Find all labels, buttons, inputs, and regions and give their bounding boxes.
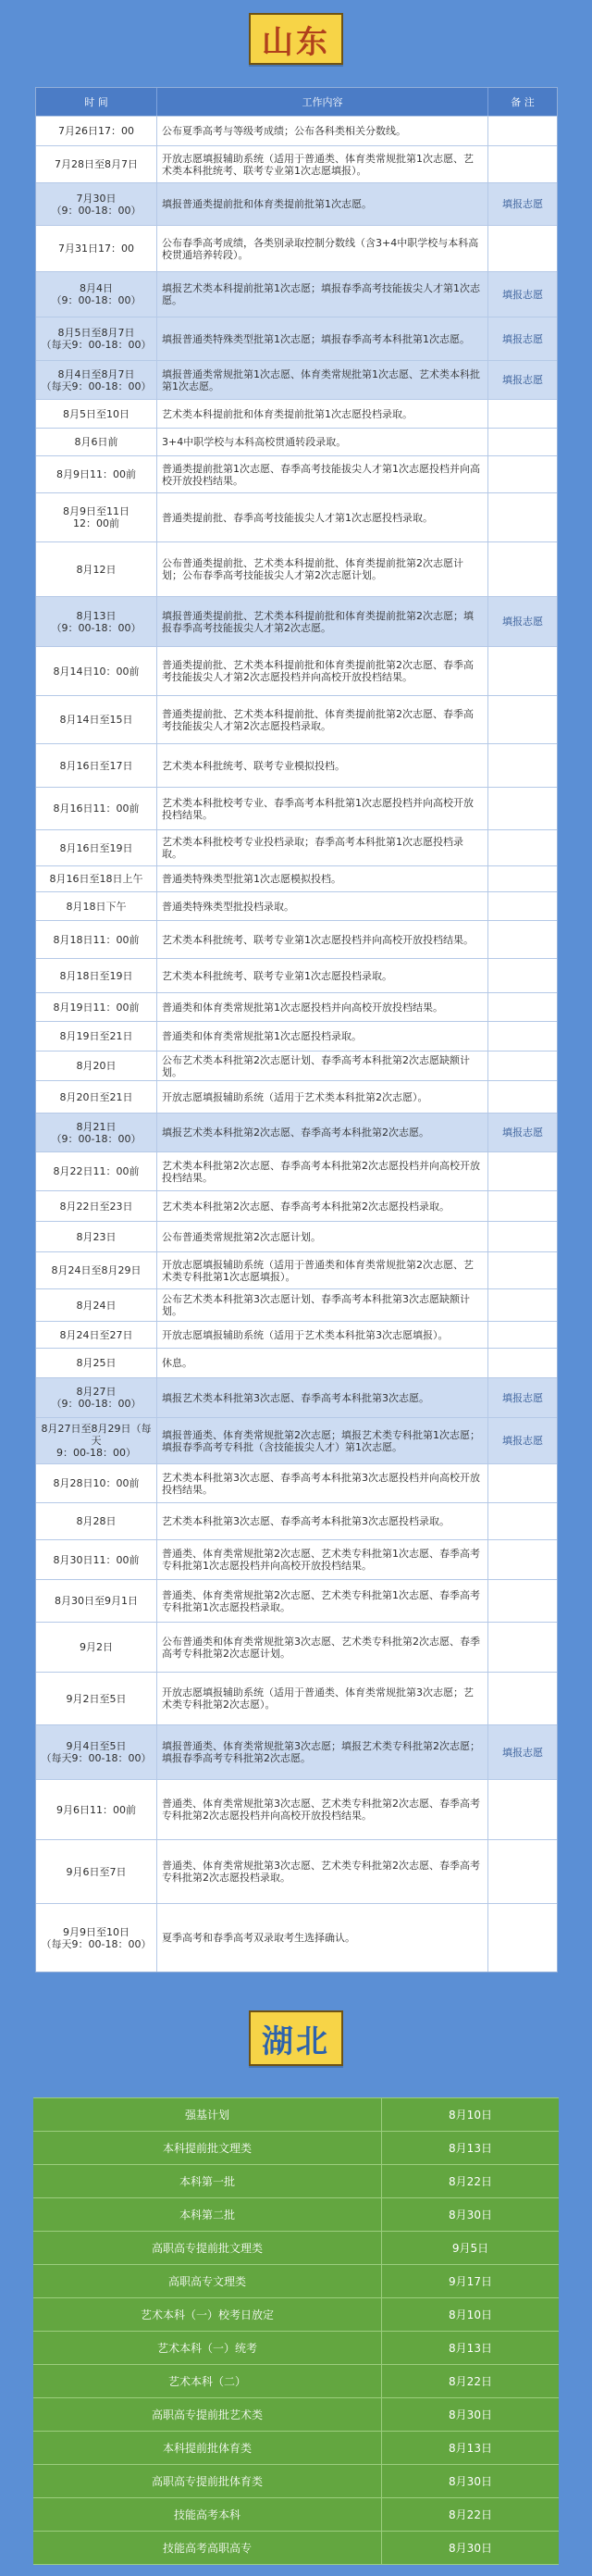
schedule-content-cell: 开放志愿填报辅助系统（适用于艺术类本科批第2次志愿）。 [156,1081,487,1113]
schedule-content-cell: 填报普通类特殊类型批第1次志愿；填报春季高考本科批第1次志愿。 [156,317,487,360]
schedule-content-cell: 填报普通类、体育类常规批第2次志愿；填报艺术类专科批第1次志愿；填报春季高考专科批（含技能拔尖人才）第1次志愿。 [156,1418,487,1463]
schedule-time-cell: 8月9日11：00前 [56,468,136,480]
hubei-batch-cell: 艺术本科（二） [167,2375,246,2388]
schedule-time-cell: 8月12日 [76,563,117,576]
schedule-row [36,360,557,399]
schedule-note-cell [487,1673,557,1724]
schedule-time-cell: 8月23日 [76,1230,117,1243]
schedule-note-cell [487,1252,557,1288]
schedule-note-cell [487,493,557,541]
hubei-schedule-table [33,2097,559,2565]
schedule-note-cell [487,1540,557,1579]
schedule-time-cell: 8月4日至8月7日 （每天9：00-18：00） [41,367,152,392]
schedule-time-cell: 8月18日下午 [66,900,127,913]
table-header-row [36,88,557,116]
schedule-row [36,596,557,646]
schedule-note-cell [487,788,557,829]
schedule-note-cell: 填报志愿 [487,1725,557,1779]
schedule-time-cell: 8月6日前 [74,436,118,448]
schedule-time-cell: 8月16日至17日 [59,759,133,772]
schedule-content-cell: 普通类特殊类型批第1次志愿模拟投档。 [156,866,487,891]
schedule-time-cell: 9月4日至5日 （每天9：00-18：00） [41,1740,152,1764]
schedule-content-cell: 公布艺术类本科批第3次志愿计划、春季高考本科批第3次志愿缺额计划。 [156,1289,487,1321]
schedule-row [36,1502,557,1539]
schedule-row [36,1779,557,1839]
schedule-note-cell [487,400,557,428]
schedule-content-cell: 填报艺术类本科批第3次志愿、春季高考本科批第3次志愿。 [156,1378,487,1417]
schedule-row [36,1113,557,1151]
schedule-time-cell: 8月4日 （9：00-18：00） [51,282,142,306]
hubei-batch-cell: 本科提前批文理类 [162,2142,252,2155]
schedule-note-cell: 填报志愿 [487,1378,557,1417]
hubei-batch-cell: 高职高专提前批艺术类 [151,2408,263,2421]
schedule-content-cell: 填报艺术类本科提前批第1次志愿；填报春季高考技能拔尖人才第1次志愿。 [156,272,487,317]
schedule-note-cell: 填报志愿 [487,317,557,360]
schedule-note-cell [487,226,557,271]
header-note: 备 注 [487,88,557,116]
schedule-content-cell: 休息。 [156,1349,487,1377]
schedule-note-cell: 填报志愿 [487,361,557,399]
schedule-note-cell [487,456,557,492]
schedule-content-cell: 艺术类本科批第3次志愿、春季高考本科批第3次志愿投档录取。 [156,1503,487,1539]
schedule-time-cell: 8月24日 [76,1299,117,1312]
hubei-date-cell: 8月13日 [381,2432,559,2464]
schedule-row [36,829,557,865]
schedule-content-cell: 普通类、体育类常规批第2次志愿、艺术类专科批第1次志愿、春季高考专科批第1次志愿投档并向高校开放投档结果。 [156,1540,487,1579]
hubei-batch-cell: 技能高考本科 [173,2508,240,2521]
schedule-time-cell: 8月22日11：00前 [53,1165,140,1177]
schedule-time-cell: 8月20日至21日 [59,1090,133,1103]
schedule-time-cell: 7月28日至8月7日 [55,158,138,170]
schedule-content-cell: 普通类特殊类型批投档录取。 [156,892,487,920]
schedule-content-cell: 艺术类本科批校考专业、春季高考本科批第1次志愿投档并向高校开放投档结果。 [156,788,487,829]
schedule-note-cell [487,429,557,455]
shandong-section-title: 山东 [249,13,343,65]
schedule-content-cell: 艺术类本科批校考专业投档录取；春季高考本科批第1次志愿投档录取。 [156,830,487,865]
schedule-row [36,695,557,743]
schedule-row [36,1190,557,1221]
schedule-row [36,1724,557,1779]
schedule-time-cell: 8月19日11：00前 [53,1001,140,1014]
schedule-note-cell [487,146,557,182]
hubei-date-cell: 8月30日 [381,2198,559,2231]
schedule-time-cell: 9月6日11：00前 [56,1803,136,1816]
schedule-time-cell: 9月2日至5日 [66,1692,127,1705]
schedule-note-cell: 填报志愿 [487,1114,557,1151]
hubei-row [33,2465,559,2498]
schedule-row [36,271,557,317]
schedule-time-cell: 8月24日至8月29日 [51,1264,142,1276]
schedule-note-cell [487,647,557,695]
schedule-time-cell: 8月28日 [76,1515,117,1527]
schedule-note-cell [487,1349,557,1377]
schedule-row [36,1903,557,1972]
schedule-time-cell: 8月18日至19日 [59,969,133,982]
schedule-row [36,1539,557,1579]
schedule-content-cell: 艺术类本科提前批和体育类提前批第1次志愿投档录取。 [156,400,487,428]
hubei-date-cell: 8月30日 [381,2532,559,2564]
schedule-note-cell [487,921,557,958]
hubei-date-cell: 8月30日 [381,2465,559,2497]
schedule-note-cell [487,1222,557,1251]
schedule-note-cell [487,696,557,743]
schedule-time-cell: 8月28日10：00前 [53,1477,140,1489]
schedule-row [36,1417,557,1463]
schedule-content-cell: 艺术类本科批统考、联考专业模拟投档。 [156,744,487,787]
schedule-note-cell [487,1503,557,1539]
schedule-note-cell [487,1152,557,1190]
schedule-content-cell: 公布普通类和体育类常规批第3次志愿、艺术类专科批第2次志愿、春季高考专科批第2次志愿计划。 [156,1623,487,1672]
schedule-time-cell: 7月31日17：00 [58,243,134,255]
hubei-row [33,2498,559,2532]
schedule-row [36,1463,557,1502]
schedule-row [36,1151,557,1190]
schedule-time-cell: 9月9日至10日 （每天9：00-18：00） [41,1925,152,1950]
schedule-row [36,1221,557,1251]
schedule-row [36,1579,557,1622]
hubei-row [33,2165,559,2198]
schedule-content-cell: 艺术类本科批第2次志愿、春季高考本科批第2次志愿投档并向高校开放投档结果。 [156,1152,487,1190]
schedule-time-cell: 8月25日 [76,1357,117,1369]
hubei-batch-cell: 本科第一批 [179,2175,235,2188]
schedule-row [36,958,557,992]
schedule-content-cell: 填报普通类、体育类常规批第3次志愿；填报艺术类专科批第2次志愿；填报春季高考专科批第2次志愿。 [156,1725,487,1779]
schedule-note-cell [487,1081,557,1113]
schedule-note-cell [487,117,557,145]
schedule-row [36,1321,557,1348]
shandong-schedule-table [35,87,558,1972]
schedule-content-cell: 开放志愿填报辅助系统（适用于普通类、体育类常规批第1次志愿、艺术类本科批统考、联考专业第1次志愿填报）。 [156,146,487,182]
schedule-time-cell: 8月27日 （9：00-18：00） [51,1386,142,1410]
hubei-date-cell: 8月13日 [381,2132,559,2164]
hubei-batch-cell: 艺术本科（一）统考 [156,2342,257,2355]
hubei-date-cell: 9月5日 [381,2232,559,2264]
schedule-row [36,428,557,455]
schedule-content-cell: 夏季高考和春季高考双录取考生选择确认。 [156,1904,487,1972]
hubei-batch-cell: 技能高考高职高专 [162,2542,252,2555]
schedule-note-cell: 填报志愿 [487,597,557,646]
schedule-content-cell: 填报普通类常规批第1次志愿、体育类常规批第1次志愿、艺术类本科批第1次志愿。 [156,361,487,399]
hubei-date-cell: 8月22日 [381,2365,559,2397]
schedule-row [36,116,557,145]
schedule-content-cell: 填报普通类提前批和体育类提前批第1次志愿。 [156,183,487,225]
schedule-time-cell: 8月5日至8月7日 （每天9：00-18：00） [41,327,152,351]
hubei-row [33,2132,559,2165]
schedule-row [36,865,557,891]
schedule-content-cell: 公布夏季高考与等级考成绩；公布各科类相关分数线。 [156,117,487,145]
schedule-content-cell: 开放志愿填报辅助系统（适用于普通类、体育类常规批第3次志愿；艺术类专科批第2次志愿）。 [156,1673,487,1724]
schedule-note-cell [487,744,557,787]
schedule-time-cell: 8月18日11：00前 [53,933,140,946]
schedule-row [36,920,557,958]
schedule-note-cell [487,1464,557,1502]
hubei-date-cell: 9月17日 [381,2265,559,2297]
schedule-content-cell: 填报普通类提前批、艺术类本科提前批和体育类提前批第2次志愿；填报春季高考技能拔尖人才第2次志愿。 [156,597,487,646]
schedule-row [36,1080,557,1113]
schedule-note-cell [487,1322,557,1348]
schedule-content-cell: 普通类、体育类常规批第3次志愿、艺术类专科批第2次志愿、春季高考专科批第2次志愿投档并向高校开放投档结果。 [156,1780,487,1839]
schedule-time-cell: 8月30日11：00前 [53,1553,140,1566]
schedule-row [36,646,557,695]
schedule-time-cell: 7月26日17：00 [58,125,134,137]
schedule-content-cell: 普通类提前批、艺术类本科提前批和体育类提前批第2次志愿、春季高考技能拔尖人才第2次志愿投档并向高校开放投档结果。 [156,647,487,695]
schedule-note-cell: 填报志愿 [487,183,557,225]
schedule-row [36,891,557,920]
schedule-note-cell: 填报志愿 [487,272,557,317]
hubei-row [33,2432,559,2465]
schedule-row [36,541,557,596]
schedule-note-cell [487,1022,557,1051]
shandong-table-body [36,116,557,1972]
schedule-note-cell [487,1840,557,1903]
schedule-row [36,1021,557,1051]
schedule-content-cell: 艺术类本科批第2次志愿、春季高考本科批第2次志愿投档录取。 [156,1191,487,1221]
schedule-row [36,787,557,829]
schedule-time-cell: 8月16日至18日上午 [49,873,143,885]
schedule-content-cell: 普通类提前批第1次志愿、春季高考技能拔尖人才第1次志愿投档并向高校开放投档结果。 [156,456,487,492]
schedule-note-cell: 填报志愿 [487,1418,557,1463]
schedule-row [36,1348,557,1377]
schedule-row [36,1288,557,1321]
schedule-time-cell: 8月14日至15日 [59,714,133,726]
hubei-row [33,2265,559,2298]
hubei-batch-cell: 本科第二批 [179,2209,235,2221]
hubei-row [33,2332,559,2365]
schedule-content-cell: 艺术类本科批统考、联考专业第1次志愿投档录取。 [156,959,487,992]
schedule-time-cell: 9月6日至7日 [66,1865,127,1878]
schedule-content-cell: 开放志愿填报辅助系统（适用于艺术类本科批第3次志愿填报）。 [156,1322,487,1348]
hubei-row [33,2232,559,2265]
schedule-row [36,992,557,1021]
schedule-time-cell: 8月30日至9月1日 [55,1595,138,1607]
schedule-time-cell: 8月24日至27日 [59,1328,133,1341]
schedule-row [36,182,557,225]
schedule-time-cell: 8月5日至10日 [63,407,130,420]
schedule-row [36,492,557,541]
hubei-batch-cell: 高职高专文理类 [167,2275,246,2288]
schedule-row [36,1622,557,1672]
hubei-batch-cell: 高职高专提前批体育类 [151,2475,263,2488]
schedule-row [36,1839,557,1903]
schedule-row [36,743,557,787]
schedule-content-cell: 普通类和体育类常规批第1次志愿投档并向高校开放投档结果。 [156,993,487,1021]
hubei-batch-cell: 高职高专提前批文理类 [151,2242,263,2255]
schedule-content-cell: 普通类、体育类常规批第3次志愿、艺术类专科批第2次志愿、春季高考专科批第2次志愿投档录取。 [156,1840,487,1903]
schedule-note-cell [487,1052,557,1080]
schedule-note-cell [487,542,557,596]
schedule-row [36,1251,557,1288]
hubei-section-title: 湖北 [249,2010,343,2066]
schedule-row [36,317,557,360]
schedule-time-cell: 7月30日 （9：00-18：00） [51,192,142,217]
schedule-row [36,225,557,271]
hubei-row [33,2398,559,2432]
schedule-row [36,399,557,428]
schedule-content-cell: 3+4中职学校与本科高校贯通转段录取。 [156,429,487,455]
hubei-date-cell: 8月22日 [381,2165,559,2197]
schedule-time-cell: 8月21日 （9：00-18：00） [51,1120,142,1145]
hubei-row [33,2098,559,2132]
header-time: 时 间 [84,96,108,108]
schedule-note-cell [487,1904,557,1972]
schedule-content-cell: 公布艺术类本科批第2次志愿计划、春季高考本科批第2次志愿缺额计划。 [156,1052,487,1080]
schedule-row [36,455,557,492]
schedule-content-cell: 普通类提前批、春季高考技能拔尖人才第1次志愿投档录取。 [156,493,487,541]
schedule-content-cell: 公布普通类提前批、艺术类本科提前批、体育类提前批第2次志愿计划；公布春季高考技能拔尖人才第2次志愿计划。 [156,542,487,596]
schedule-note-cell [487,1780,557,1839]
schedule-content-cell: 普通类和体育类常规批第1次志愿投档录取。 [156,1022,487,1051]
schedule-content-cell: 公布春季高考成绩，各类别录取控制分数线（含3+4中职学校与本科高校贯通培养转段）。 [156,226,487,271]
schedule-time-cell: 8月27日至8月29日（每天 9：00-18：00） [41,1423,152,1459]
schedule-content-cell: 艺术类本科批统考、联考专业第1次志愿投档并向高校开放投档结果。 [156,921,487,958]
schedule-time-cell: 8月9日至11日 12：00前 [63,505,130,529]
schedule-note-cell [487,1289,557,1321]
schedule-note-cell [487,1191,557,1221]
hubei-row [33,2365,559,2398]
hubei-date-cell: 8月10日 [381,2298,559,2331]
schedule-row [36,145,557,182]
hubei-date-cell: 8月10日 [381,2098,559,2131]
schedule-content-cell: 普通类、体育类常规批第2次志愿、艺术类专科批第1次志愿、春季高考专科批第1次志愿投档录取。 [156,1580,487,1622]
schedule-row [36,1377,557,1417]
schedule-content-cell: 公布普通类常规批第2次志愿计划。 [156,1222,487,1251]
schedule-row [36,1672,557,1724]
schedule-time-cell: 8月16日11：00前 [53,803,140,815]
header-content: 工作内容 [156,88,487,116]
hubei-date-cell: 8月13日 [381,2332,559,2364]
schedule-note-cell [487,1580,557,1622]
hubei-batch-cell: 强基计划 [184,2109,229,2122]
schedule-time-cell: 8月20日 [76,1060,117,1072]
schedule-time-cell: 8月14日10：00前 [53,665,140,678]
hubei-date-cell: 8月22日 [381,2498,559,2531]
schedule-content-cell: 开放志愿填报辅助系统（适用于普通类和体育类常规批第2次志愿、艺术类专科批第1次志愿填报）。 [156,1252,487,1288]
schedule-note-cell [487,959,557,992]
hubei-batch-cell: 本科提前批体育类 [162,2442,252,2455]
schedule-time-cell: 9月2日 [80,1641,113,1653]
schedule-time-cell: 8月13日 （9：00-18：00） [51,609,142,634]
schedule-note-cell [487,830,557,865]
hubei-row [33,2198,559,2232]
schedule-content-cell: 填报艺术类本科批第2次志愿、春季高考本科批第2次志愿。 [156,1114,487,1151]
schedule-time-cell: 8月22日至23日 [59,1200,133,1213]
schedule-time-cell: 8月16日至19日 [59,841,133,854]
schedule-note-cell [487,866,557,891]
schedule-content-cell: 艺术类本科批第3次志愿、春季高考本科批第3次志愿投档并向高校开放投档结果。 [156,1464,487,1502]
hubei-batch-cell: 艺术本科（一）校考日放定 [140,2308,274,2321]
schedule-note-cell [487,892,557,920]
schedule-time-cell: 8月19日至21日 [59,1030,133,1042]
schedule-row [36,1051,557,1080]
schedule-note-cell [487,993,557,1021]
hubei-row [33,2532,559,2565]
schedule-content-cell: 普通类提前批、艺术类本科提前批、体育类提前批第2次志愿、春季高考技能拔尖人才第2次志愿投档录取。 [156,696,487,743]
hubei-date-cell: 8月30日 [381,2398,559,2431]
schedule-note-cell [487,1623,557,1672]
hubei-row [33,2298,559,2332]
